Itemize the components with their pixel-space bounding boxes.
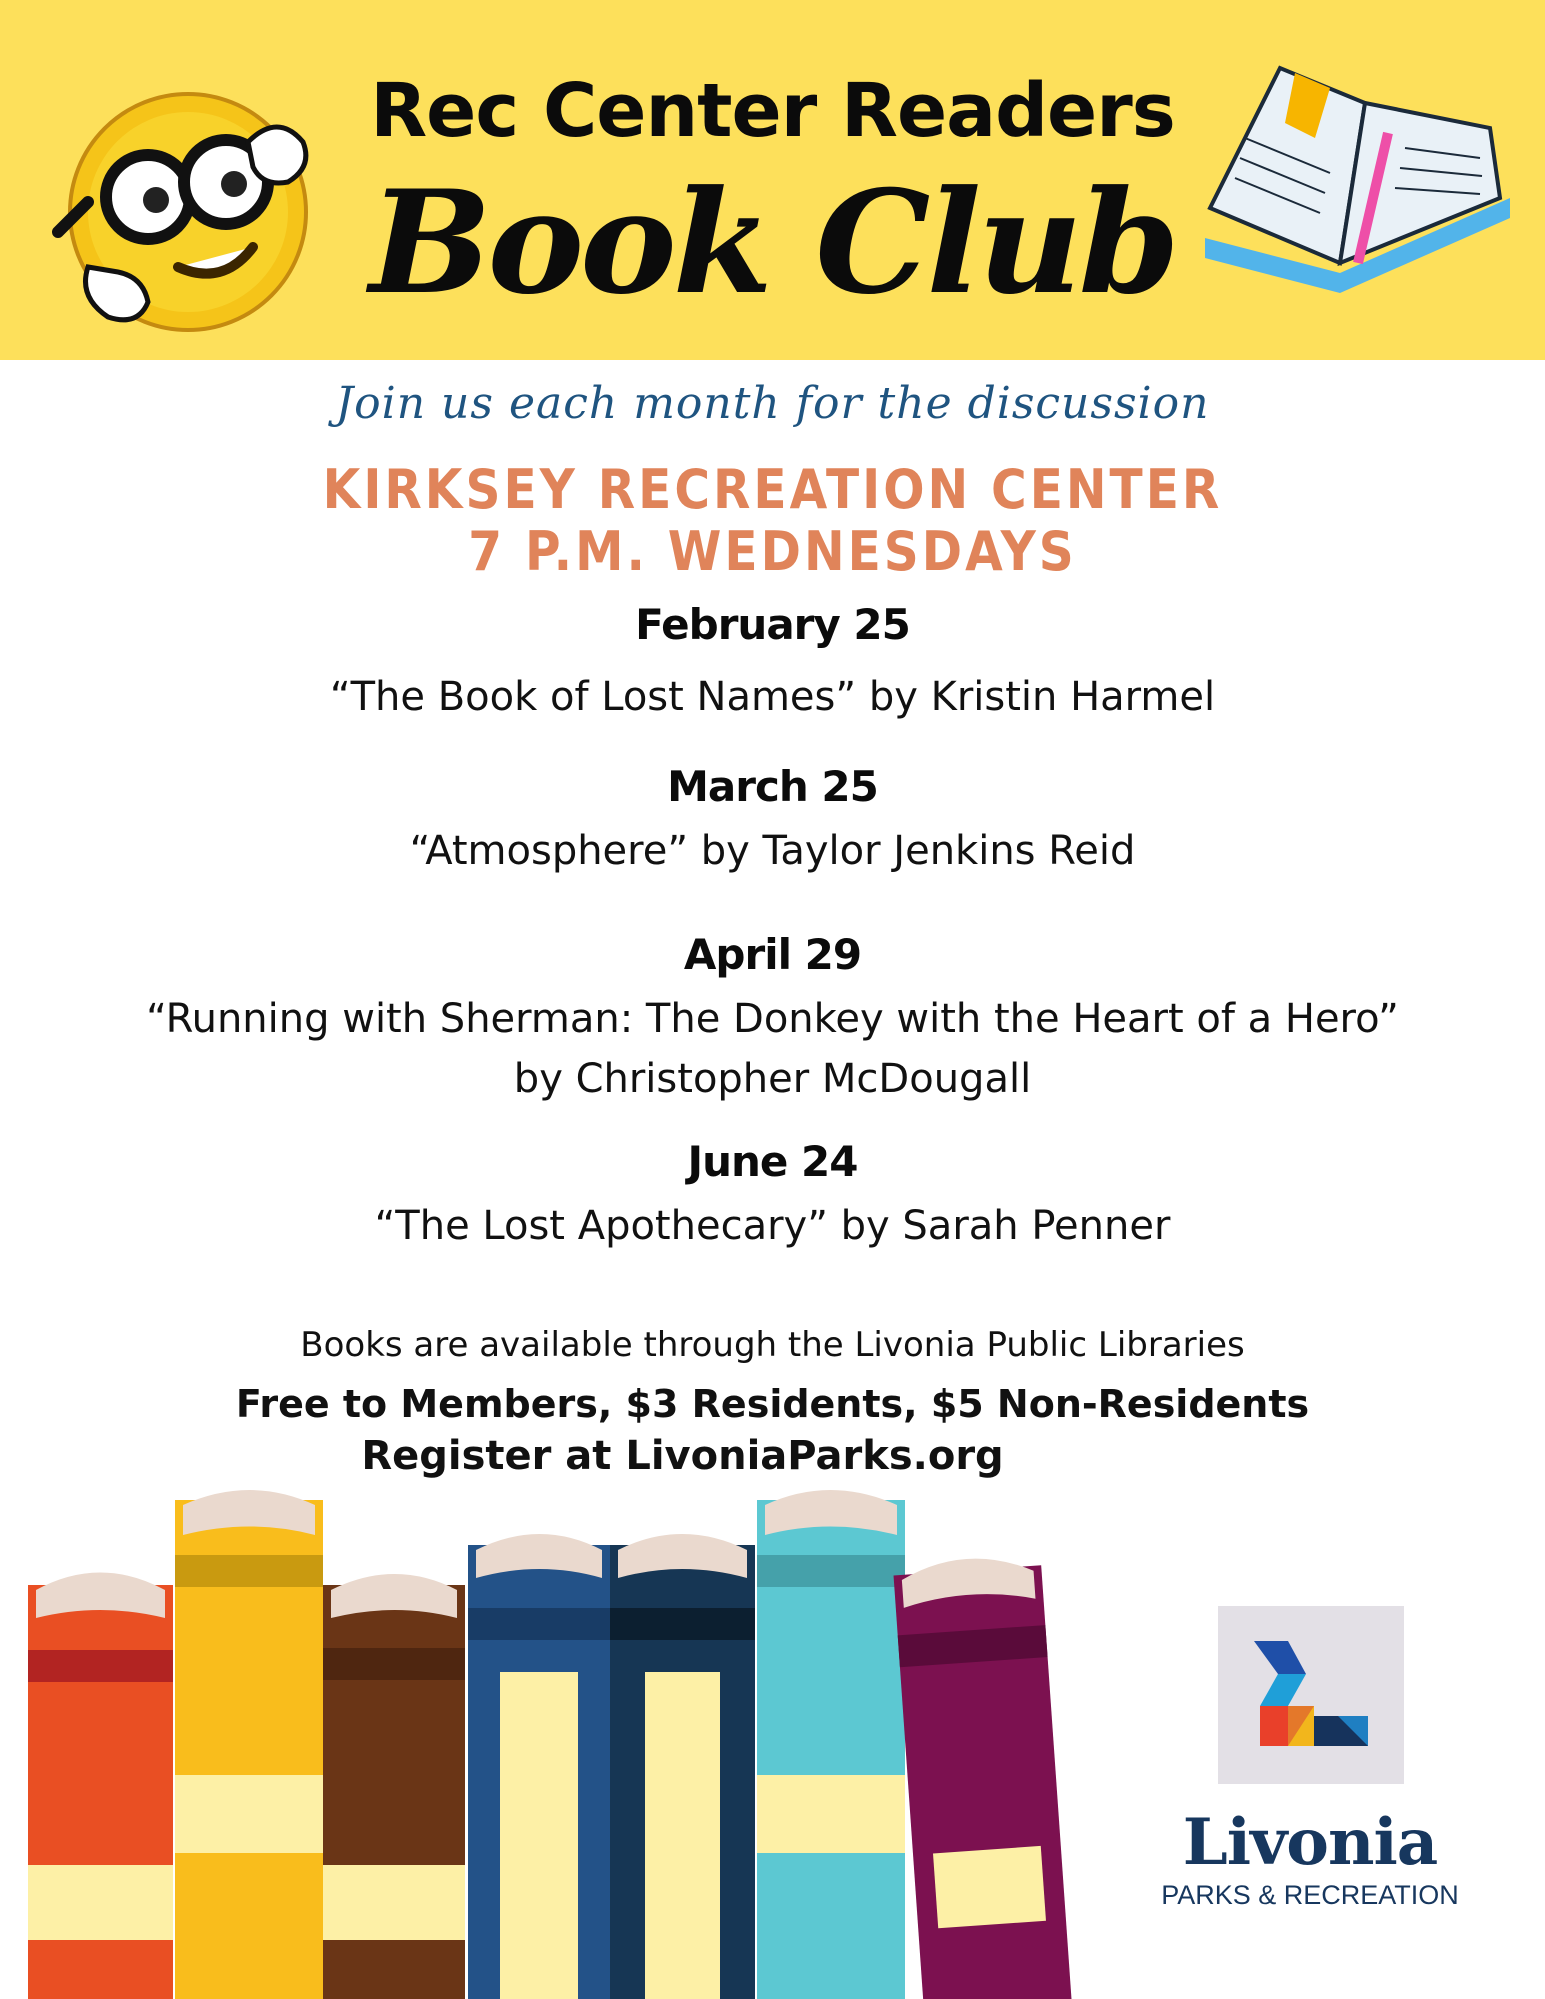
title-main: Book Club xyxy=(369,160,1176,326)
event-date: June 24 xyxy=(687,1137,858,1186)
tagline: Join us each month for the discussion xyxy=(335,378,1210,429)
event-book: “The Lost Apothecary” by Sarah Penner xyxy=(374,1203,1171,1249)
venue-name: KIRKSEY RECREATION CENTER xyxy=(322,458,1223,521)
title-top: Rec Center Readers xyxy=(370,68,1175,154)
livonia-logo-mark xyxy=(1218,1606,1404,1784)
livonia-logo-subtitle: PARKS & RECREATION xyxy=(1161,1880,1459,1910)
livonia-logo-name: Livonia xyxy=(1182,1805,1438,1880)
register-link[interactable]: Register at LivoniaParks.org xyxy=(361,1433,1004,1479)
event-date: February 25 xyxy=(635,600,910,649)
library-availability: Books are available through the Livonia Public Libraries xyxy=(300,1325,1245,1365)
event-date: March 25 xyxy=(667,762,878,811)
venue-time: 7 P.M. WEDNESDAYS xyxy=(468,520,1077,583)
livonia-l-logo-icon xyxy=(1218,1606,1404,1784)
event-book: “Atmosphere” by Taylor Jenkins Reid xyxy=(409,828,1136,874)
book-spines-illustration xyxy=(0,1480,1120,1999)
pricing: Free to Members, $3 Residents, $5 Non-Residents xyxy=(235,1382,1310,1426)
event-book: “The Book of Lost Names” by Kristin Harmel xyxy=(329,674,1216,720)
event-book: “Running with Sherman: The Donkey with the Heart of a Hero” xyxy=(146,996,1399,1042)
event-book-author: by Christopher McDougall xyxy=(513,1056,1032,1102)
event-date: April 29 xyxy=(683,930,862,979)
